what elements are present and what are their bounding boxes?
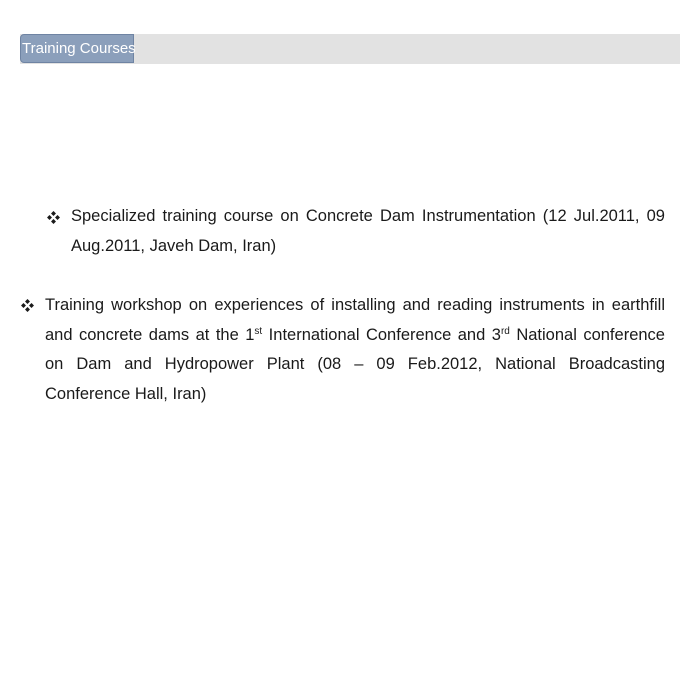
- entry-text: International Conference and 3: [262, 325, 501, 344]
- section-title: Training Courses: [20, 34, 134, 63]
- section-header-bar: [20, 34, 680, 64]
- course-entry: Specialized training course on Concrete Dam Instrumentation (12 Jul.2011, 09 Aug.2011, Javeh Dam, Iran): [71, 207, 665, 255]
- entry-text: National conference on Dam and Hydropower Plant (08 – 09 Feb.2012, National Broadcasting Conference Hall, Iran): [45, 325, 665, 403]
- diamond-bullet-icon: [47, 211, 60, 224]
- entry-text: Training workshop on experiences of installing and reading instruments in earthfill and concrete dams at the 1: [45, 296, 665, 344]
- ordinal-suffix: rd: [500, 325, 510, 337]
- course-entry: [45, 291, 665, 409]
- diamond-bullet-icon: [21, 299, 34, 312]
- ordinal-suffix: st: [254, 325, 263, 337]
